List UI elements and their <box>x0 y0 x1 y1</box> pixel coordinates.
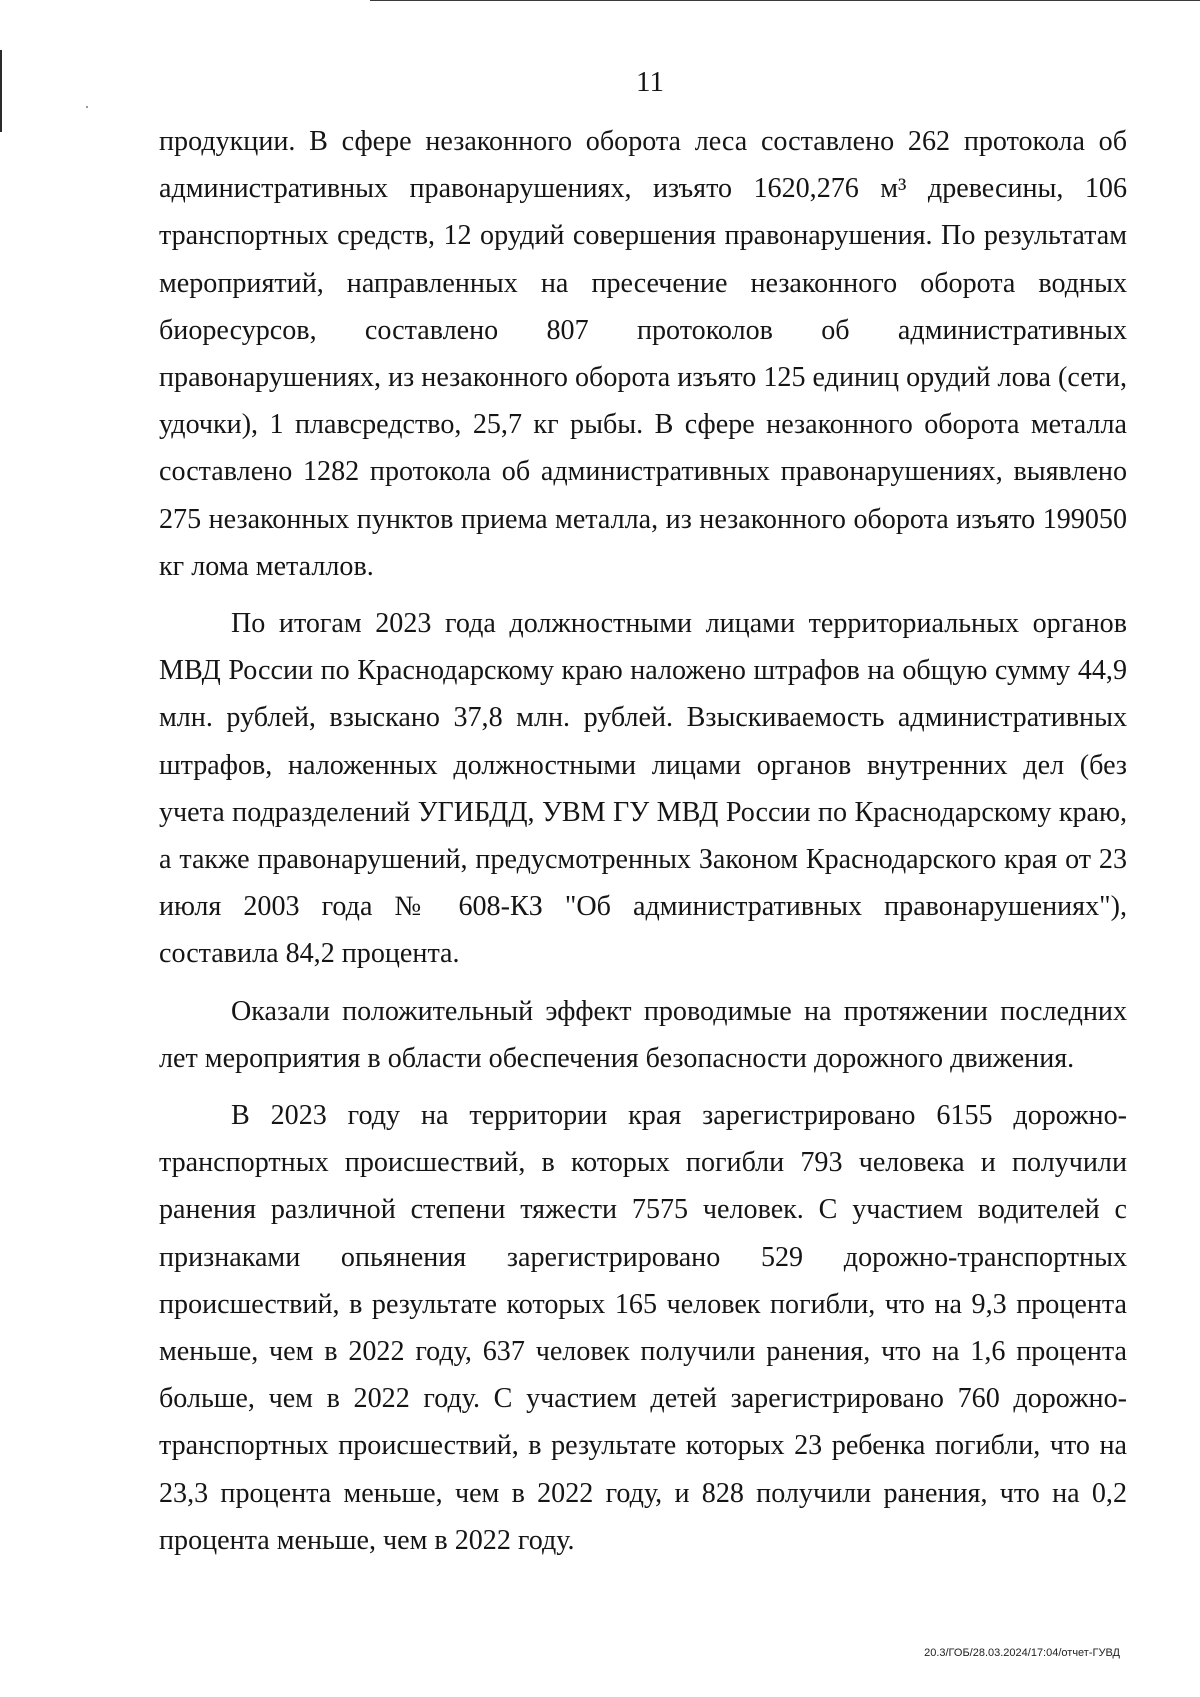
scan-speck <box>86 106 88 108</box>
document-body <box>159 118 1127 1564</box>
paragraph: продукции. В сфере незаконного оборота леса составлено 262 протокола об административных правонарушениях, изъято 1620,276 м³ древесины, 106 транспортных средств, 12 орудий совершения правонарушения. По результатам мероприятий, направленных на пресечение незаконного оборота водных биоресурсов, составлено 807 протоколов об административных правонарушениях, из незаконного оборота изъято 125 единиц орудий лова (сети, удочки), 1 плавсредство, 25,7 кг рыбы. В сфере незаконного оборота металла составлено 1282 протокола об административных правонарушениях, выявлено 275 незаконных пунктов приема металла, из незаконного оборота изъято 199050 кг лома металлов. <box>159 126 1127 582</box>
footer-document-code: 20.3/ГОБ/28.03.2024/17:04/отчет-ГУВД <box>924 1647 1120 1659</box>
page-number: 11 <box>636 66 664 98</box>
paragraph: По итогам 2023 года должностными лицами территориальных органов МВД России по Краснодарскому краю наложено штрафов на общую сумму 44,9 млн. рублей, взыскано 37,8 млн. рублей. Взыскиваемость административных штрафов, наложенных должностными лицами органов внутренних дел (без учета подразделений УГИБДД, УВМ ГУ МВД России по Краснодарскому краю, а также правонарушений, предусмотренных Законом Краснодарского края от 23 июля 2003 года № 608-КЗ "Об административных правонарушениях"), составила 84,2 процента. <box>159 608 1127 970</box>
paragraph: Оказали положительный эффект проводимые на протяжении последних лет мероприятия в области обеспечения безопасности дорожного движения. <box>159 995 1127 1074</box>
paragraph: В 2023 году на территории края зарегистрировано 6155 дорожно-транспортных происшествий, в которых погибли 793 человека и получили ранения различной степени тяжести 7575 человек. С участием водителей с признаками опьянения зарегистрировано 529 дорожно-транспортных происшествий, в результате которых 165 человек погибли, что на 9,3 процента меньше, чем в 2022 году, 637 человек получили ранения, что на 1,6 процента больше, чем в 2022 году. С участием детей зарегистрировано 760 дорожно-транспортных происшествий, в результате которых 23 ребенка погибли, что на 23,3 процента меньше, чем в 2022 году, и 828 получили ранения, что на 0,2 процента меньше, чем в 2022 году. <box>159 1100 1127 1556</box>
scan-top-edge <box>370 0 1200 1</box>
